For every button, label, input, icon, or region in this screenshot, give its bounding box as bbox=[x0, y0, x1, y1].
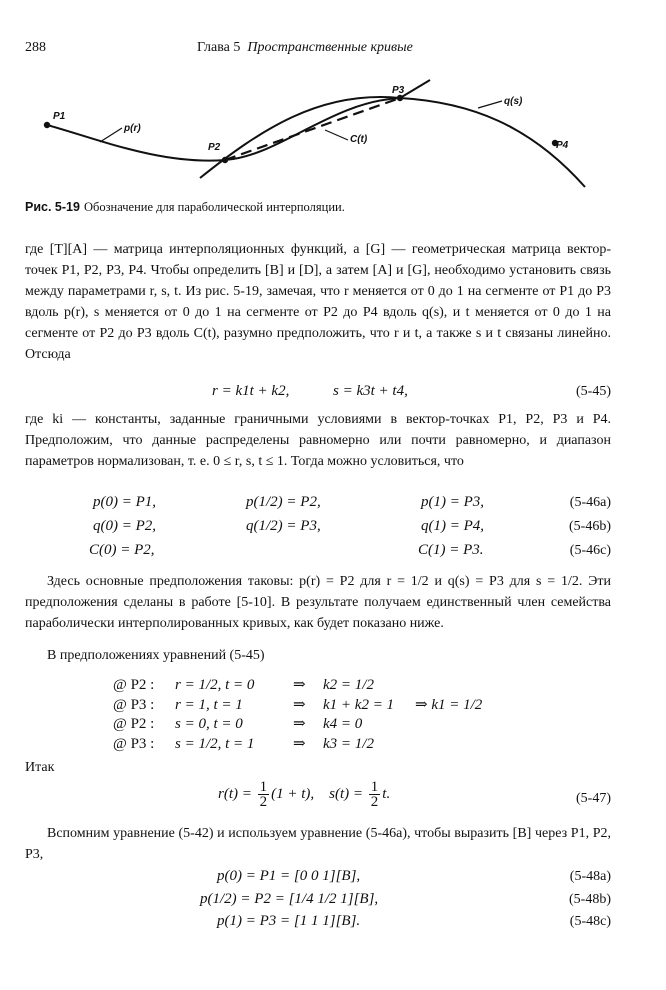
caption-label: Рис. 5-19 bbox=[25, 200, 80, 214]
label-p4: P4 bbox=[556, 140, 569, 151]
eq-5-45-left: r = k1t + k2, bbox=[212, 383, 290, 399]
eq-5-45-right: s = k3t + t4, bbox=[333, 383, 408, 399]
eq-5-48c-number: (5-48c) bbox=[569, 914, 611, 929]
page-number: 288 bbox=[25, 40, 46, 55]
itak-label: Итак bbox=[25, 760, 55, 775]
paragraph-4: В предположениях уравнений (5-45) bbox=[47, 648, 265, 663]
eq-5-46a-c: p(1) = P3, bbox=[421, 494, 485, 510]
eq-5-46b-number: (5-46b) bbox=[569, 519, 611, 534]
fraction-half: $\frac{1}{2}$ bbox=[259, 779, 268, 810]
eq-5-48b: p(1/2) = P2 = [1/4 1/2 1][B], bbox=[200, 891, 379, 907]
eq-5-45-number: (5-45) bbox=[576, 384, 611, 399]
eq-5-47: r(t) = $\frac{1}{2}$ (1 + t), s(t) = $\frac{1}{2}$ t. bbox=[218, 779, 391, 810]
chapter-title: Пространственные кривые bbox=[247, 40, 413, 55]
running-header bbox=[197, 40, 413, 56]
condition-row: @ P3 : r = 1, t = 1 ⇒ k1 + k2 = 1 ⇒ k1 = 1/2 bbox=[113, 697, 483, 713]
point-p2 bbox=[222, 157, 228, 163]
figure-5-19 bbox=[0, 70, 666, 195]
paragraph-5: Вспомним уравнение (5-42) и используем уравнение (5-46а), чтобы выразить [B] через P1, P2, P3, bbox=[25, 826, 611, 862]
chapter-label: Глава 5 bbox=[197, 40, 241, 55]
leader-qs bbox=[478, 101, 502, 108]
label-p2: P2 bbox=[208, 142, 221, 153]
condition-row: @ P2 : r = 1/2, t = 0 ⇒ k2 = 1/2 bbox=[113, 677, 374, 693]
fraction-half: $\frac{1}{2}$ bbox=[370, 779, 379, 810]
point-p1 bbox=[44, 122, 50, 128]
label-qs: q(s) bbox=[504, 96, 523, 107]
label-p1: P1 bbox=[53, 111, 66, 122]
eq-5-46c-c: C(1) = P3. bbox=[418, 542, 484, 558]
label-ct: C(t) bbox=[350, 134, 368, 145]
eq-5-48a: p(0) = P1 = [0 0 1][B], bbox=[217, 868, 361, 884]
eq-5-46b-c: q(1) = P4, bbox=[421, 518, 485, 534]
paragraph-2: где ki — константы, заданные граничными условиями в вектор-точках P1, P2, P3 и P4. Предположим, что данные распределены равномерно или почти равномерно, и диапазон параметров нормализован, т. е. 0 ≤ r, s, t ≤ 1. Тогда можно условиться, что bbox=[25, 412, 611, 469]
eq-5-46c-number: (5-46c) bbox=[569, 543, 611, 558]
paragraph-1: где [T][A] — матрица интерполяционных функций, а [G] — геометрическая матрица вектор-точек P1, P2, P3, P4. Чтобы определить [B] и [D], а затем [A] и [G], необходимо установить связь между параметрами r, s, t. Из рис. 5-19, замечая, что r меняется от 0 до 1 на сегменте от P1 до P3 вдоль p(r), s меняется от 0 до 1 на сегменте от P2 до P4 вдоль q(s), и t меняется от 0 до 1 на сегменте от P2 до P3 вдоль C(t), разумно предположить, что r и t, а также s и t связаны линейно. Отсюда bbox=[25, 242, 611, 362]
eq-5-46c-a: C(0) = P2, bbox=[89, 542, 155, 558]
eq-5-46b-b: q(1/2) = P3, bbox=[246, 518, 321, 534]
label-pr: p(r) bbox=[124, 123, 141, 134]
eq-5-46a-b: p(1/2) = P2, bbox=[246, 494, 321, 510]
eq-5-46a-number: (5-46a) bbox=[569, 495, 611, 510]
leader-ct bbox=[325, 130, 348, 140]
eq-5-48c: p(1) = P3 = [1 1 1][B]. bbox=[217, 913, 361, 929]
eq-5-48a-number: (5-48a) bbox=[569, 869, 611, 884]
figure-caption bbox=[25, 200, 345, 215]
leader-pr bbox=[100, 128, 122, 142]
chord-c bbox=[225, 98, 400, 160]
label-p3: P3 bbox=[392, 85, 405, 96]
eq-5-46b-a: q(0) = P2, bbox=[93, 518, 157, 534]
paragraph-3: Здесь основные предположения таковы: p(r) = P2 для r = 1/2 и q(s) = P3 для s = 1/2. Эти предположения сделаны в работе [5-10]. В результате получаем единственный член семейства параболически интерполированных кривых, как будет показано ниже. bbox=[25, 574, 611, 631]
eq-5-47-number: (5-47) bbox=[576, 791, 611, 806]
caption-text: Обозначение для параболической интерполяции. bbox=[83, 200, 345, 214]
curve-q bbox=[200, 97, 585, 187]
condition-row: @ P2 : s = 0, t = 0 ⇒ k4 = 0 bbox=[113, 716, 363, 732]
eq-5-48b-number: (5-48b) bbox=[569, 892, 611, 907]
eq-5-46a-a: p(0) = P1, bbox=[93, 494, 157, 510]
condition-row: @ P3 : s = 1/2, t = 1 ⇒ k3 = 1/2 bbox=[113, 736, 374, 752]
